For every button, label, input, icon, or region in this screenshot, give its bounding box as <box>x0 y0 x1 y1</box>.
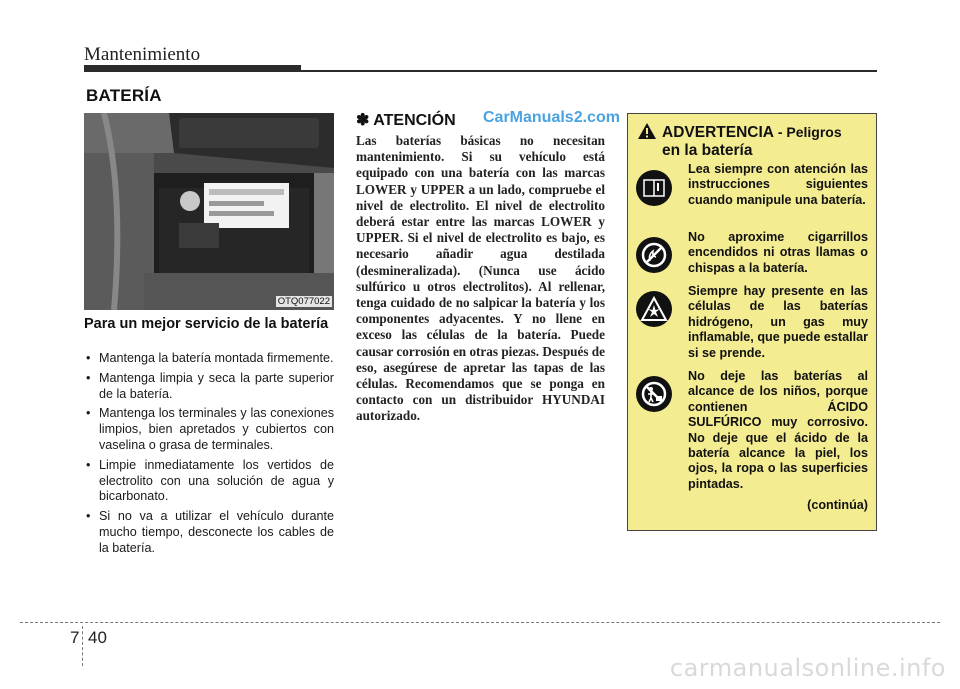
header-rule-thin <box>301 70 877 72</box>
bullet-dot: • <box>86 351 91 365</box>
attention-body: Las baterías básicas no necesitan mantenimiento. Si su vehículo está equipado con una batería con las marcas LOWER y UPPER a un lado, compruebe el nivel de electrolito. El nivel de electrolito deberá estar entre las marcas LOWER y UPPER. Si el nivel de electrolito es bajo, es necesario añadir agua destilada (desmineralizada). (Nunca use ácido sulfúrico u otros electrolitos). Al rellenar, tenga cuidado de no salpicar la batería y los componentes adyacentes. Y no llene en exceso las células de la batería. Puede causar corrosión en otras piezas. Después de eso, asegúrese de apretar las tapas de las células. Recomendamos que se ponga en contacto con un distribuidor HYUNDAI autorizado. <box>356 133 605 424</box>
list-item-text: Limpie inmediatamente los vertidos de electrolito con una solución de agua y bicarbonato. <box>99 457 334 504</box>
warning-title-main: ADVERTENCIA <box>662 124 774 141</box>
list-item <box>84 509 334 556</box>
warning-item-text: Siempre hay presente en las células de las baterías hidrógeno, un gas muy inflamable, que puede estallar si se prende. <box>688 284 868 360</box>
list-item-text: Mantenga limpia y seca la parte superior de la batería. <box>99 370 334 401</box>
warning-item-text: Lea siempre con atención las instrucciones siguientes cuando manipule una batería. <box>688 162 868 207</box>
bullet-dot: • <box>86 370 91 385</box>
keep-away-children-icon <box>636 376 672 412</box>
bullet-dot: • <box>86 406 91 421</box>
site-watermark: carmanualsonline.info <box>669 654 946 682</box>
no-smoking-icon <box>636 237 672 273</box>
continued-label: (continúa) <box>807 498 868 512</box>
warning-triangle-icon <box>637 122 657 145</box>
header-rule-thick <box>84 65 301 72</box>
list-item <box>84 406 334 453</box>
watermark-link[interactable]: CarManuals2.com <box>483 109 620 126</box>
bullet-dot: • <box>86 509 91 524</box>
footer-divider <box>20 622 940 623</box>
list-item-text: Mantenga los terminales y las conexiones limpios, bien apretados y cubiertos con vaselina o grasa de terminales. <box>99 406 334 452</box>
battery-photo-illustration <box>84 113 334 310</box>
explosive-icon <box>636 291 672 327</box>
warning-item-text: No deje las baterías al alcance de los niños, porque contienen ÁCIDO SULFÚRICO muy corrosivo. No deje que el ácido de la batería alcance la piel, los ojos, la ropa o las superficies pintadas. <box>688 369 868 491</box>
manual-book-icon <box>636 170 672 206</box>
maintenance-tips-list <box>84 351 334 561</box>
chapter-number: 7 <box>70 628 80 647</box>
battery-photo <box>84 113 334 310</box>
photo-code: OTQ077022 <box>277 296 330 307</box>
footer-page-divider <box>82 626 83 666</box>
maintenance-subheading: Para un mejor servicio de la batería <box>84 316 329 332</box>
section-title: Mantenimiento <box>84 44 201 65</box>
page-heading: BATERÍA <box>86 86 162 105</box>
list-item <box>84 351 334 367</box>
list-item <box>84 371 334 403</box>
page-number: 40 <box>88 628 107 647</box>
list-item-text: Si no va a utilizar el vehículo durante mucho tiempo, desconecte los cables de la batería. <box>99 509 334 555</box>
list-item <box>84 458 334 505</box>
attention-title: ✽ ATENCIÓN <box>356 112 456 129</box>
warning-item-text: No aproxime cigarrillos encendidos ni otras llamas o chispas a la batería. <box>688 230 868 275</box>
warning-subtitle: en la batería <box>662 142 753 159</box>
warning-title-suffix: - Peligros <box>773 124 842 140</box>
bullet-dot: • <box>86 457 91 472</box>
warning-title <box>662 123 842 142</box>
list-item-text: Mantenga la batería montada firmemente. <box>99 351 334 365</box>
